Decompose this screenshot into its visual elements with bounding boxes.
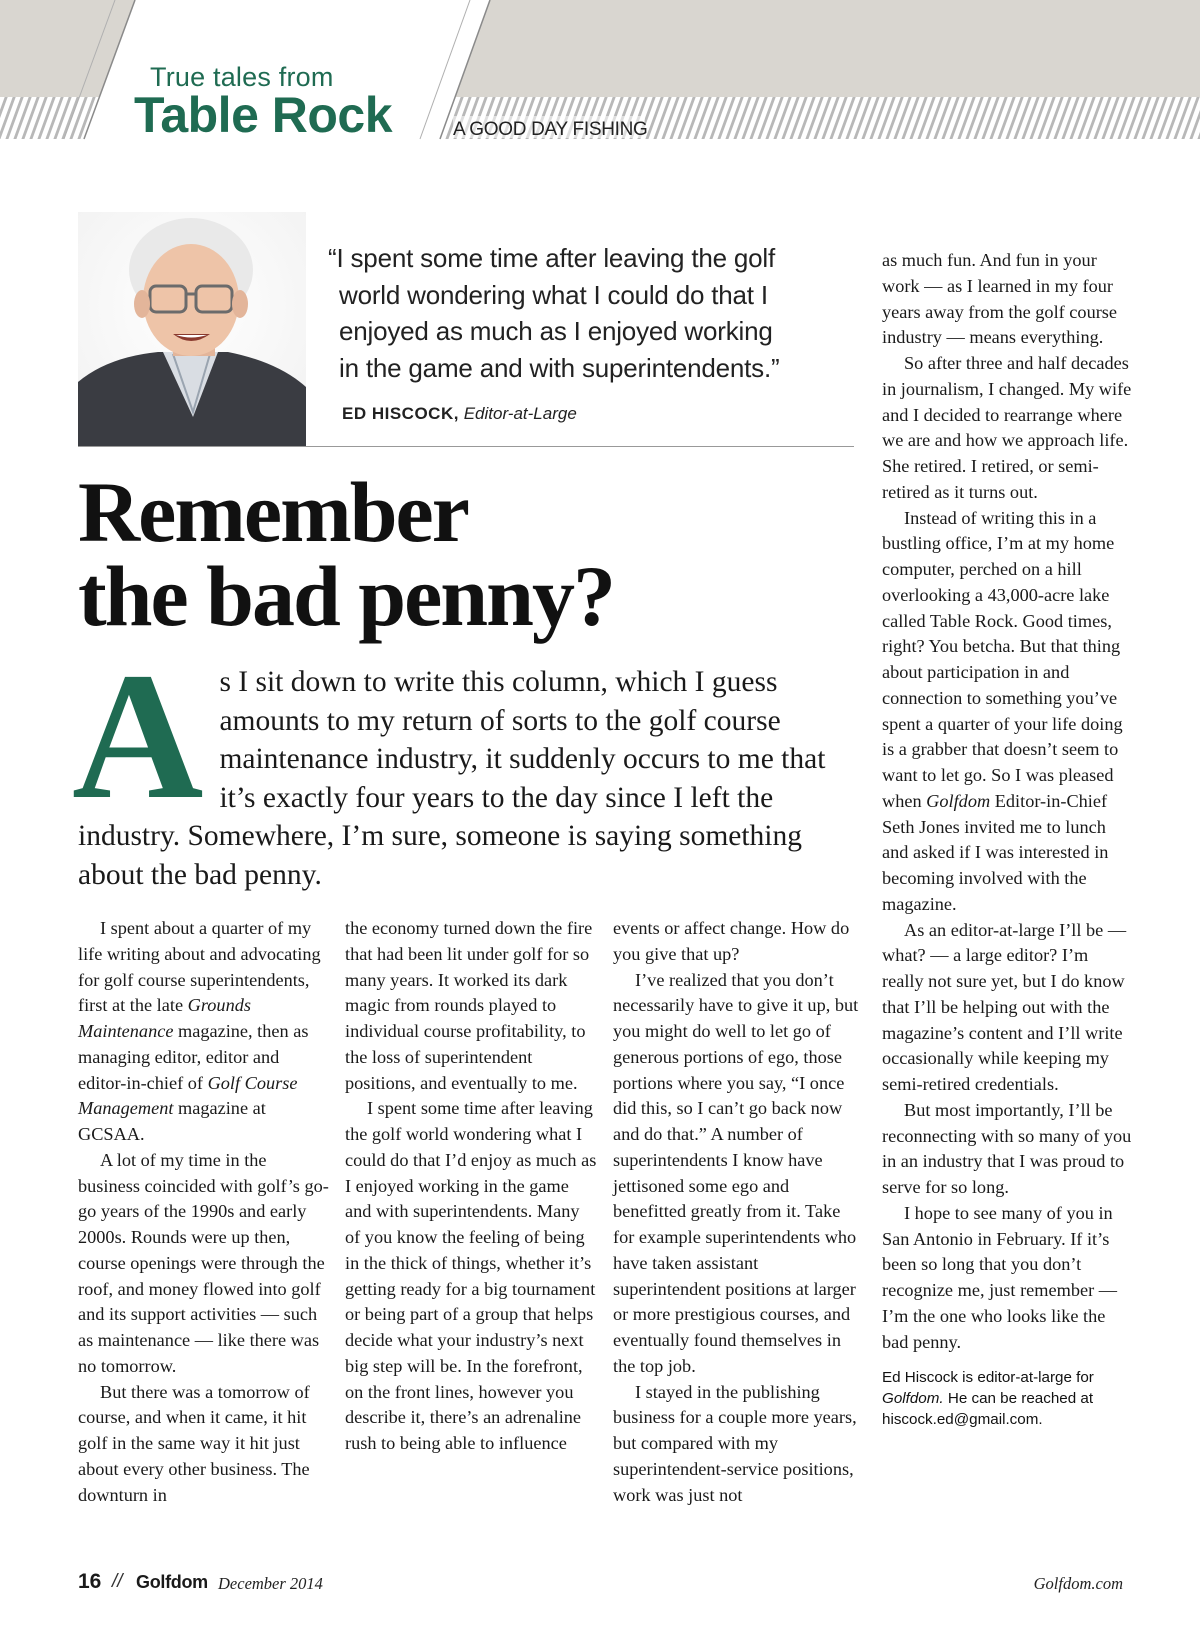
byline-name: ED HISCOCK, <box>342 404 459 423</box>
lede-text: s I sit down to write this column, which I guess amounts to my return of sorts to the golf course maintenance industry, it suddenly occurs to me that it’s exactly four years to the day since I left the industry. Somewhere, I’m sure, someone is saying something about the bad penny. <box>78 666 826 891</box>
body-paragraph <box>882 506 1132 918</box>
kicker-text: True tales from <box>150 62 334 92</box>
website-url: Golfdom.com <box>1033 1574 1123 1593</box>
body-text: magazine, then as managing editor, editor and editor-in-chief of <box>78 1021 309 1093</box>
headline-line-2: the bad penny? <box>78 548 614 644</box>
publication-name: Grounds Maintenance <box>78 995 251 1041</box>
publication-name: Golf Course Management <box>78 1072 298 1119</box>
bio-text: Ed Hiscock is editor-at-large for <box>882 1369 1094 1387</box>
issue-date: December 2014 <box>218 1574 323 1593</box>
body-paragraph: the economy turned down the fire that had been lit under golf for so many years. It worked its dark magic from rounds played to individual course profitability, to the loss of superintendent positions, and eventually to me. <box>345 918 593 1093</box>
byline-role: Editor-at-Large <box>463 404 577 423</box>
body-text: I spent about a quarter of my life writing about and advocating for golf course superintendents, first at the late <box>78 918 321 1016</box>
body-text: Instead of writing this in a bustling office, I’m at my home computer, perched on a hill overlooking a 43,000-acre lake called Table Rock. Good times, right? You betcha. But that thing about participation in and connection to something you’ve spent a quarter of your life doing is a grabber that doesn’t seem to want to let go. So I was pleased when <box>882 507 1123 811</box>
author-portrait-illustration <box>78 212 306 446</box>
body-paragraph: But most importantly, I’ll be reconnecting with so many of you in an industry that I was proud to serve for so long. <box>882 1099 1132 1197</box>
body-column-3 <box>613 916 865 1508</box>
headline <box>78 464 838 644</box>
body-paragraph: But there was a tomorrow of course, and when it came, it hit golf in the same way it hit just about every other business. The downturn in <box>78 1381 310 1505</box>
body-column-1 <box>78 916 330 1508</box>
page-footer <box>78 1570 1123 1596</box>
pull-quote-text: “I spent some time after leaving the golf world wondering what I could do that I enjoyed as much as I enjoyed working in the game and with superintendents.” <box>328 243 780 383</box>
body-paragraph: I’ve realized that you don’t necessarily have to give it up, but you might do well to let go of generous portions of ego, those portions where you say, “I once did this, so I can’t go back now and do that.” A number of superintendents I know have jettisoned some ego and benefitted greatly from it. Take for example superintendents who have taken assistant superintendent positions at larger or more prestigious courses, and eventually found themselves in the top job. <box>613 969 859 1376</box>
footer-separator: // <box>112 1571 123 1592</box>
body-paragraph: events or affect change. How do you give that up? <box>613 918 850 964</box>
department-header <box>0 0 1200 143</box>
author-photo <box>78 212 306 446</box>
bio-text: He can be reached at hiscock.ed@gmail.com. <box>882 1390 1094 1429</box>
department-title: Table Rock <box>134 87 393 143</box>
divider <box>78 446 854 447</box>
body-paragraph: As an editor-at-large I’ll be — what? — a large editor? I’m really not sure yet, but I do know that I’ll be helping out with the magazine’s content and I’ll write occasionally while keeping my semi-retired credentials. <box>882 919 1127 1094</box>
lede-paragraph <box>72 636 848 895</box>
body-column-4 <box>882 248 1132 1430</box>
headline-line-1: Remember <box>78 464 468 560</box>
body-text: Editor-in-Chief Seth Jones invited me to lunch and asked if I was interested in becoming involved with the magazine. <box>882 790 1109 914</box>
body-paragraph: I spent some time after leaving the golf world wondering what I could do that I’d enjoy as much as I enjoyed working in the game and with superintendents. Many of you know the feeling of being in the thick of things, whether it’s getting ready for a big tournament or being part of a group that helps decide what your industry’s next big step will be. In the forefront, on the front lines, however you describe it, there’s an adrenaline rush to being able to influence <box>345 1098 597 1453</box>
body-column-2 <box>345 916 597 1457</box>
body-paragraph <box>78 916 330 1148</box>
body-text: magazine at GCSAA. <box>78 1098 266 1144</box>
author-bio <box>882 1367 1132 1430</box>
pull-quote <box>328 240 798 386</box>
body-paragraph: A lot of my time in the business coincided with golf’s go-go years of the 1990s and early 2000s. Rounds were up then, course openings were through the roof, and money flowed into golf and its support activities — such as maintenance — like there was no tomorrow. <box>78 1149 329 1376</box>
drop-cap: A <box>72 636 204 837</box>
body-paragraph: I hope to see many of you in San Antonio in February. If it’s been so long that you don’t recognize me, just remember — I’m the one who looks like the bad penny. <box>882 1202 1118 1352</box>
publication-name: Golfdom <box>926 790 991 811</box>
magazine-name: Golfdom <box>136 1572 208 1592</box>
body-paragraph: I stayed in the publishing business for a couple more years, but compared with my superintendent-service positions, work was just not <box>613 1381 857 1505</box>
page-number: 16 <box>78 1570 102 1593</box>
publication-name: Golfdom. <box>882 1390 944 1408</box>
pull-quote-byline <box>342 404 577 424</box>
body-paragraph: So after three and half decades in journalism, I changed. My wife and I decided to rearrange where we are and how we approach life. She retired. I retired, or semi-retired as it turns out. <box>882 353 1132 502</box>
body-paragraph: as much fun. And fun in your work — as I learned in my four years away from the golf course industry — means everything. <box>882 250 1118 348</box>
section-label: A GOOD DAY FISHING <box>453 119 648 140</box>
